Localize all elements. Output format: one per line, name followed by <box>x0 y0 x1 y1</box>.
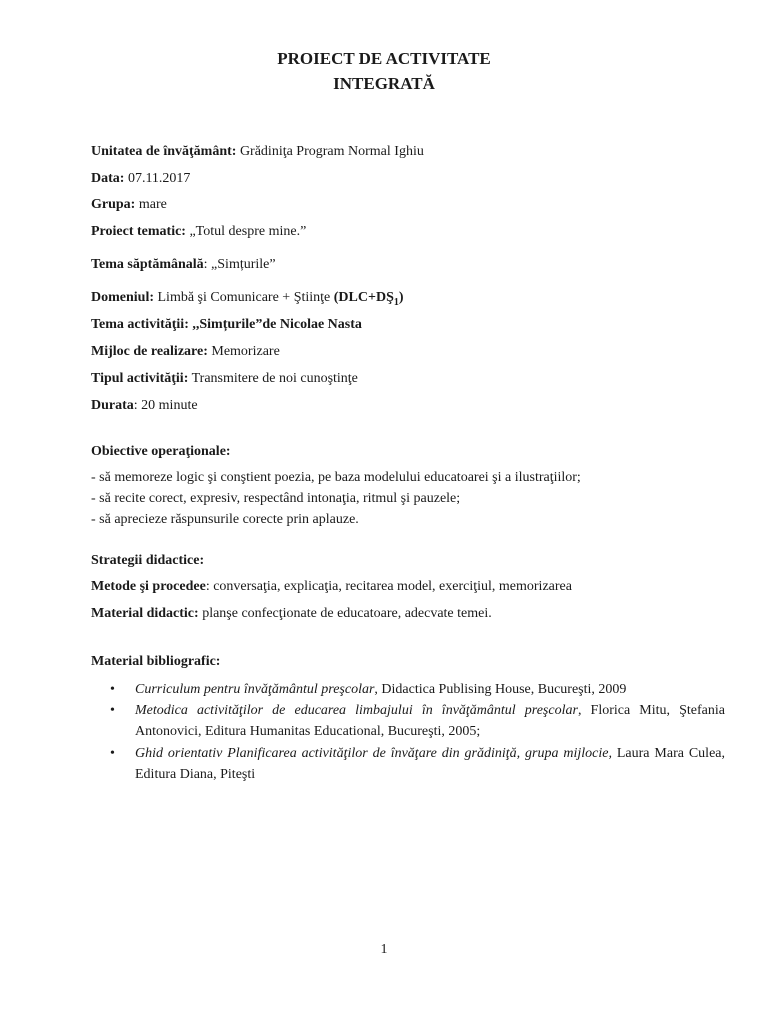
page-number: 1 <box>380 942 388 957</box>
bibliography-item-details: , Florica Mitu, Ştefania Antonovici, Editura Humanitas Educational, Bucureşti, 2005; <box>135 703 725 739</box>
field-material-value: planşe confecţionate de educatoare, adecvate temei. <box>198 606 492 621</box>
field-grupa <box>91 196 731 214</box>
objective-item: - să memoreze logic şi conştient poezia, pe baza modelului educatoarei şi a ilustraţiilor; <box>91 470 581 485</box>
field-domeniul-label: Domeniul: <box>91 290 154 305</box>
bibliography-item-title: Ghid orientativ Planificarea activităţilor de învăţare din grădiniţă, grupa mijlocie, <box>135 746 612 761</box>
bibliography-item <box>110 679 725 700</box>
field-metode-label: Metode şi procedee <box>91 579 206 594</box>
field-unitatea-label: Unitatea de învăţământ: <box>91 144 237 159</box>
bibliography-item-title: Curriculum pentru învăţământul preşcolar <box>135 682 375 697</box>
bullet-icon: • <box>110 746 115 761</box>
field-proiect-value: „Totul despre mine.” <box>185 224 307 239</box>
field-data <box>91 170 731 188</box>
bibliography-item-details: , Didactica Publising House, Bucureşti, 2009 <box>374 682 627 697</box>
bibliography-heading <box>91 653 731 671</box>
field-proiect-label: Proiect tematic: <box>91 224 186 239</box>
bibliography-item <box>110 743 725 785</box>
field-metode <box>91 578 731 596</box>
field-unitatea-value: Grădiniţa Program Normal Ighiu <box>236 144 424 159</box>
field-unitatea <box>91 143 731 161</box>
field-durata-label: Durata <box>91 398 134 413</box>
bibliography-heading-text: Material bibliografic: <box>91 654 221 669</box>
field-proiect-tematic <box>91 223 731 241</box>
field-domeniul <box>91 289 731 312</box>
document-title-line1: PROIECT DE ACTIVITATE <box>277 49 491 68</box>
field-mijloc-label: Mijloc de realizare: <box>91 344 208 359</box>
field-mijloc <box>91 343 731 361</box>
bullet-icon: • <box>110 703 115 718</box>
field-tipul-value: Transmitere de noi cunoştinţe <box>188 371 358 386</box>
field-tema-act-value: ,,Simțurile”de Nicolae Nasta <box>188 317 362 332</box>
field-domeniul-code: (DLC+DŞ <box>333 290 394 305</box>
field-tema-act-label: Tema activităţii: <box>91 317 189 332</box>
objectives-heading <box>91 443 731 461</box>
field-data-value: 07.11.2017 <box>124 171 191 186</box>
field-tema-sapt-label: Tema săptămânală <box>91 257 204 272</box>
field-domeniul-close: ) <box>398 290 404 305</box>
bibliography-item-details: Laura Mara Culea, Editura Diana, Piteşti <box>135 746 725 782</box>
field-domeniul-value: Limbă şi Comunicare + Ştiinţe <box>154 290 334 305</box>
field-durata <box>91 397 731 415</box>
bibliography-item <box>110 700 725 742</box>
field-material-didactic <box>91 605 731 623</box>
field-domeniul-sub: 1 <box>393 296 399 308</box>
objective-item: - să aprecieze răspunsurile corecte prin aplauze. <box>91 512 359 527</box>
field-tipul-label: Tipul activităţii: <box>91 371 189 386</box>
bullet-icon: • <box>110 682 115 697</box>
bibliography-item-title: Metodica activităţilor de educarea limbajului în învăţământul preşcolar <box>135 703 578 718</box>
field-grupa-value: mare <box>135 197 167 212</box>
field-tipul <box>91 370 731 388</box>
field-tema-sapt-value: : „Simțurile” <box>203 257 276 272</box>
strategies-heading <box>91 552 731 570</box>
field-tema-saptamanala <box>91 256 731 274</box>
field-mijloc-value: Memorizare <box>207 344 280 359</box>
field-data-label: Data: <box>91 171 125 186</box>
field-durata-value: : 20 minute <box>133 398 198 413</box>
document-title-line2: INTEGRATĂ <box>333 74 435 93</box>
strategies-heading-text: Strategii didactice: <box>91 553 205 568</box>
field-metode-value: : conversaţia, explicaţia, recitarea model, exerciţiul, memorizarea <box>205 579 572 594</box>
field-material-label: Material didactic: <box>91 606 199 621</box>
field-grupa-label: Grupa: <box>91 197 136 212</box>
objectives-heading-text: Obiective operaţionale: <box>91 444 231 459</box>
objective-item: - să recite corect, expresiv, respectând intonaţia, ritmul şi pauzele; <box>91 491 461 506</box>
field-tema-activitatii <box>91 316 731 334</box>
